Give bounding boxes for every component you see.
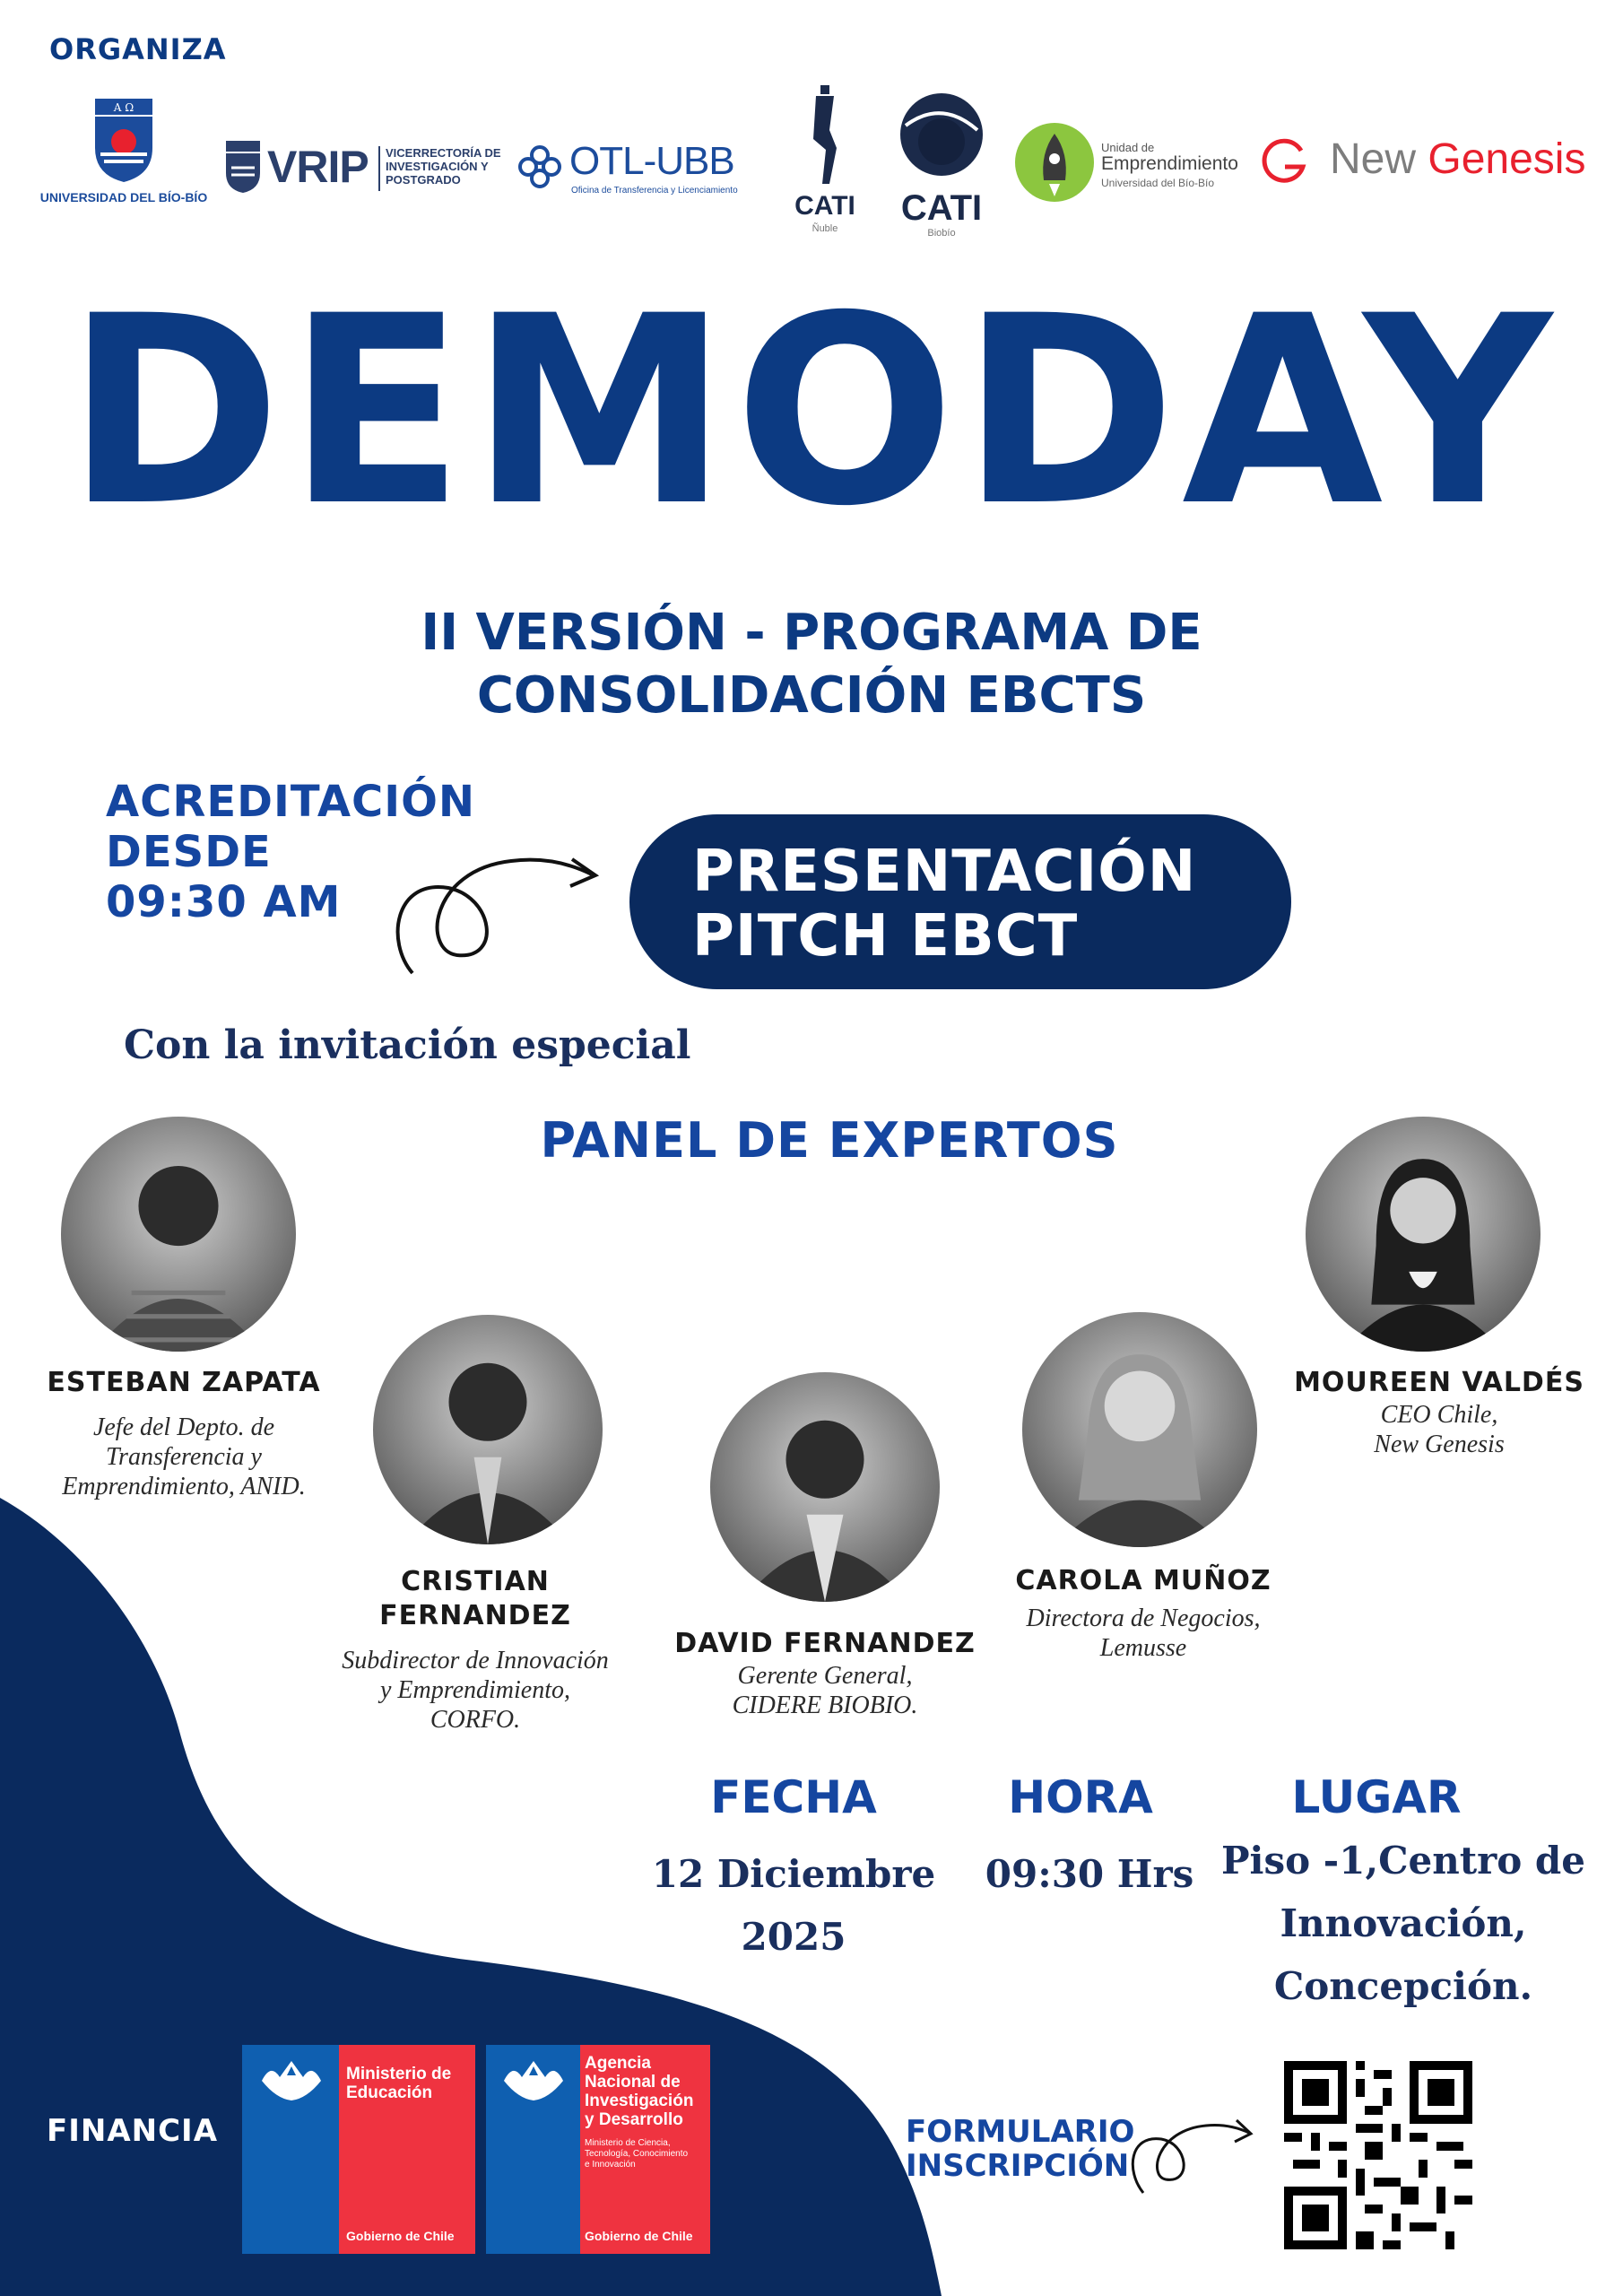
expert-name-cristian-fernandez xyxy=(341,1565,610,1633)
anid-logo xyxy=(486,2045,710,2254)
person-avatar-icon xyxy=(61,1117,296,1352)
role-line: CORFO. xyxy=(430,1706,521,1734)
role-line: CIDERE BIOBIO. xyxy=(732,1692,918,1719)
ubb-logo-text: UNIVERSIDAD DEL BÍO-BÍO xyxy=(39,190,208,204)
fecha-line: 2025 xyxy=(741,1915,846,1959)
lugar-line: Piso -1,Centro de xyxy=(1220,1839,1586,1883)
mineduc-name-line: Educación xyxy=(346,2083,433,2102)
invitation-text: Con la invitación especial xyxy=(124,1022,691,1068)
person-avatar-icon xyxy=(1022,1312,1257,1547)
new-genesis-g-icon xyxy=(1260,138,1308,187)
pitch-pill-line-2: PITCH EBCT xyxy=(692,903,1079,970)
loop-arrow-icon xyxy=(368,843,610,978)
cati-biobio-name: CATI xyxy=(900,188,983,228)
accreditation-line-1: ACREDITACIÓN xyxy=(106,777,476,827)
mineduc-name-line: Ministerio de xyxy=(346,2065,452,2083)
subtitle-line-1: II VERSIÓN - PROGRAMA DE xyxy=(421,604,1202,662)
otl-logo-name: OTL-UBB xyxy=(569,139,734,183)
loop-arrow-small-icon xyxy=(1116,2108,1260,2197)
lugar-label: LUGAR xyxy=(1291,1771,1462,1823)
fecha-value xyxy=(632,1843,955,1969)
anid-sub-line: Tecnología, Conocimiento xyxy=(585,2149,689,2159)
emprende-main: Emprendimiento xyxy=(1101,153,1238,174)
role-line: Emprendimiento, ANID. xyxy=(62,1473,306,1500)
fecha-label: FECHA xyxy=(710,1771,877,1823)
panel-title: PANEL DE EXPERTOS xyxy=(540,1112,1119,1169)
cati-nuble-name: CATI xyxy=(794,191,855,221)
chile-coat-of-arms-icon xyxy=(253,2054,330,2106)
name-line: FERNANDEZ xyxy=(379,1600,571,1631)
role-line: Lemusse xyxy=(1099,1634,1187,1662)
expert-role-carola-munoz xyxy=(986,1604,1300,1663)
unidad-emprendimiento-logo xyxy=(1013,121,1246,211)
new-genesis-text-b: Genesis xyxy=(1428,135,1586,183)
role-line: Directora de Negocios, xyxy=(1026,1605,1261,1632)
anid-name-line: Investigación xyxy=(585,2092,694,2110)
registration-qr-code[interactable] xyxy=(1284,2061,1472,2249)
new-genesis-text xyxy=(1330,135,1585,184)
role-line: y Emprendimiento, xyxy=(379,1676,571,1704)
form-label xyxy=(906,2115,1134,2183)
person-avatar-icon xyxy=(1306,1117,1541,1352)
role-line: Gerente General, xyxy=(737,1662,913,1690)
subtitle-line-2: CONSOLIDACIÓN EBCTS xyxy=(476,666,1147,725)
pitch-pill-line-1: PRESENTACIÓN xyxy=(692,839,1197,905)
anid-sub-line: Ministerio de Ciencia, xyxy=(585,2138,671,2148)
cati-biobio-sub: Biobío xyxy=(927,228,956,239)
form-label-line: FORMULARIO xyxy=(906,2114,1135,2150)
accreditation-line-3: 09:30 AM xyxy=(106,877,342,927)
cati-nuble-sub: Ñuble xyxy=(812,223,838,234)
new-genesis-text-a: New xyxy=(1330,135,1428,183)
ubb-shield-icon xyxy=(88,99,160,184)
page-title: DEMODAY xyxy=(65,261,1558,563)
vrip-shield-icon xyxy=(224,141,262,195)
role-line: CEO Chile, xyxy=(1380,1401,1498,1429)
cati-biobio-logo xyxy=(892,90,991,242)
lugar-line: Innovación, xyxy=(1280,1901,1527,1945)
person-avatar-icon xyxy=(710,1372,940,1602)
lugar-line: Concepción. xyxy=(1273,1964,1533,2008)
cati-biobio-circle-icon xyxy=(897,90,986,179)
expert-role-moureen-valdes xyxy=(1300,1400,1578,1459)
expert-photo-carola-munoz xyxy=(1022,1312,1257,1547)
name-line: CRISTIAN xyxy=(401,1566,550,1597)
cati-nuble-logo xyxy=(789,85,861,238)
vrip-logo-sub: VICERRECTORÍA DE INVESTIGACIÓN Y POSTGRADO xyxy=(386,146,501,187)
role-line: Subdirector de Innovación xyxy=(342,1647,609,1674)
emprende-top: Unidad de xyxy=(1101,141,1155,154)
hora-value: 09:30 Hrs xyxy=(985,1852,1194,1896)
vrip-logo xyxy=(224,139,502,197)
expert-photo-esteban-zapata xyxy=(61,1117,296,1352)
hora-label: HORA xyxy=(1008,1771,1153,1823)
fecha-line: 12 Diciembre xyxy=(651,1852,936,1896)
otl-logo-sub: Oficina de Transferencia y Licenciamiento xyxy=(571,186,738,196)
otl-ubb-logo xyxy=(516,139,767,202)
expert-name-david-fernandez: DAVID FERNANDEZ xyxy=(674,1628,976,1659)
expert-role-david-fernandez xyxy=(681,1661,968,1720)
anid-name-line: Agencia xyxy=(585,2054,651,2073)
accreditation-line-2: DESDE xyxy=(106,827,272,877)
rocket-icon xyxy=(1013,121,1096,204)
chile-coat-of-arms-icon xyxy=(495,2054,572,2106)
role-line: Transferencia y xyxy=(106,1443,262,1471)
mineduc-name xyxy=(346,2065,451,2102)
pitch-pill xyxy=(629,814,1291,989)
anid-gov: Gobierno de Chile xyxy=(585,2229,693,2243)
expert-photo-moureen-valdes xyxy=(1306,1117,1541,1352)
form-label-line: INSCRIPCIÓN xyxy=(906,2148,1130,2184)
expert-name-carola-munoz: CAROLA MUÑOZ xyxy=(1015,1565,1271,1596)
role-line: New Genesis xyxy=(1374,1431,1505,1458)
svg-text:A Ω: A Ω xyxy=(113,101,135,114)
organiza-label: ORGANIZA xyxy=(49,32,227,66)
mineduc-logo xyxy=(242,2045,475,2254)
anid-name-line: Nacional de xyxy=(585,2073,681,2092)
ubb-logo xyxy=(34,99,213,211)
person-avatar-icon xyxy=(373,1315,603,1544)
expert-photo-david-fernandez xyxy=(710,1372,940,1602)
anid-sub xyxy=(585,2138,688,2170)
expert-role-esteban-zapata xyxy=(27,1413,341,1501)
expert-name-moureen-valdes: MOUREEN VALDÉS xyxy=(1294,1367,1584,1398)
anid-sub-line: e Innovación xyxy=(585,2160,636,2170)
expert-name-esteban-zapata: ESTEBAN ZAPATA xyxy=(47,1367,321,1398)
otl-network-icon xyxy=(516,143,564,191)
emprende-sub: Universidad del Bío-Bío xyxy=(1101,177,1215,189)
anid-name xyxy=(585,2054,693,2129)
vrip-divider xyxy=(378,146,380,191)
mineduc-gov: Gobierno de Chile xyxy=(346,2229,455,2243)
role-line: Jefe del Depto. de xyxy=(92,1413,275,1441)
expert-role-cristian-fernandez xyxy=(309,1646,641,1735)
cati-nuble-figure-icon xyxy=(803,85,847,188)
lugar-value xyxy=(1215,1830,1592,2018)
vrip-logo-name: VRIP xyxy=(267,142,369,192)
expert-photo-cristian-fernandez xyxy=(373,1315,603,1544)
new-genesis-logo xyxy=(1260,133,1601,190)
anid-name-line: y Desarrollo xyxy=(585,2110,683,2129)
financia-label: FINANCIA xyxy=(47,2113,219,2149)
